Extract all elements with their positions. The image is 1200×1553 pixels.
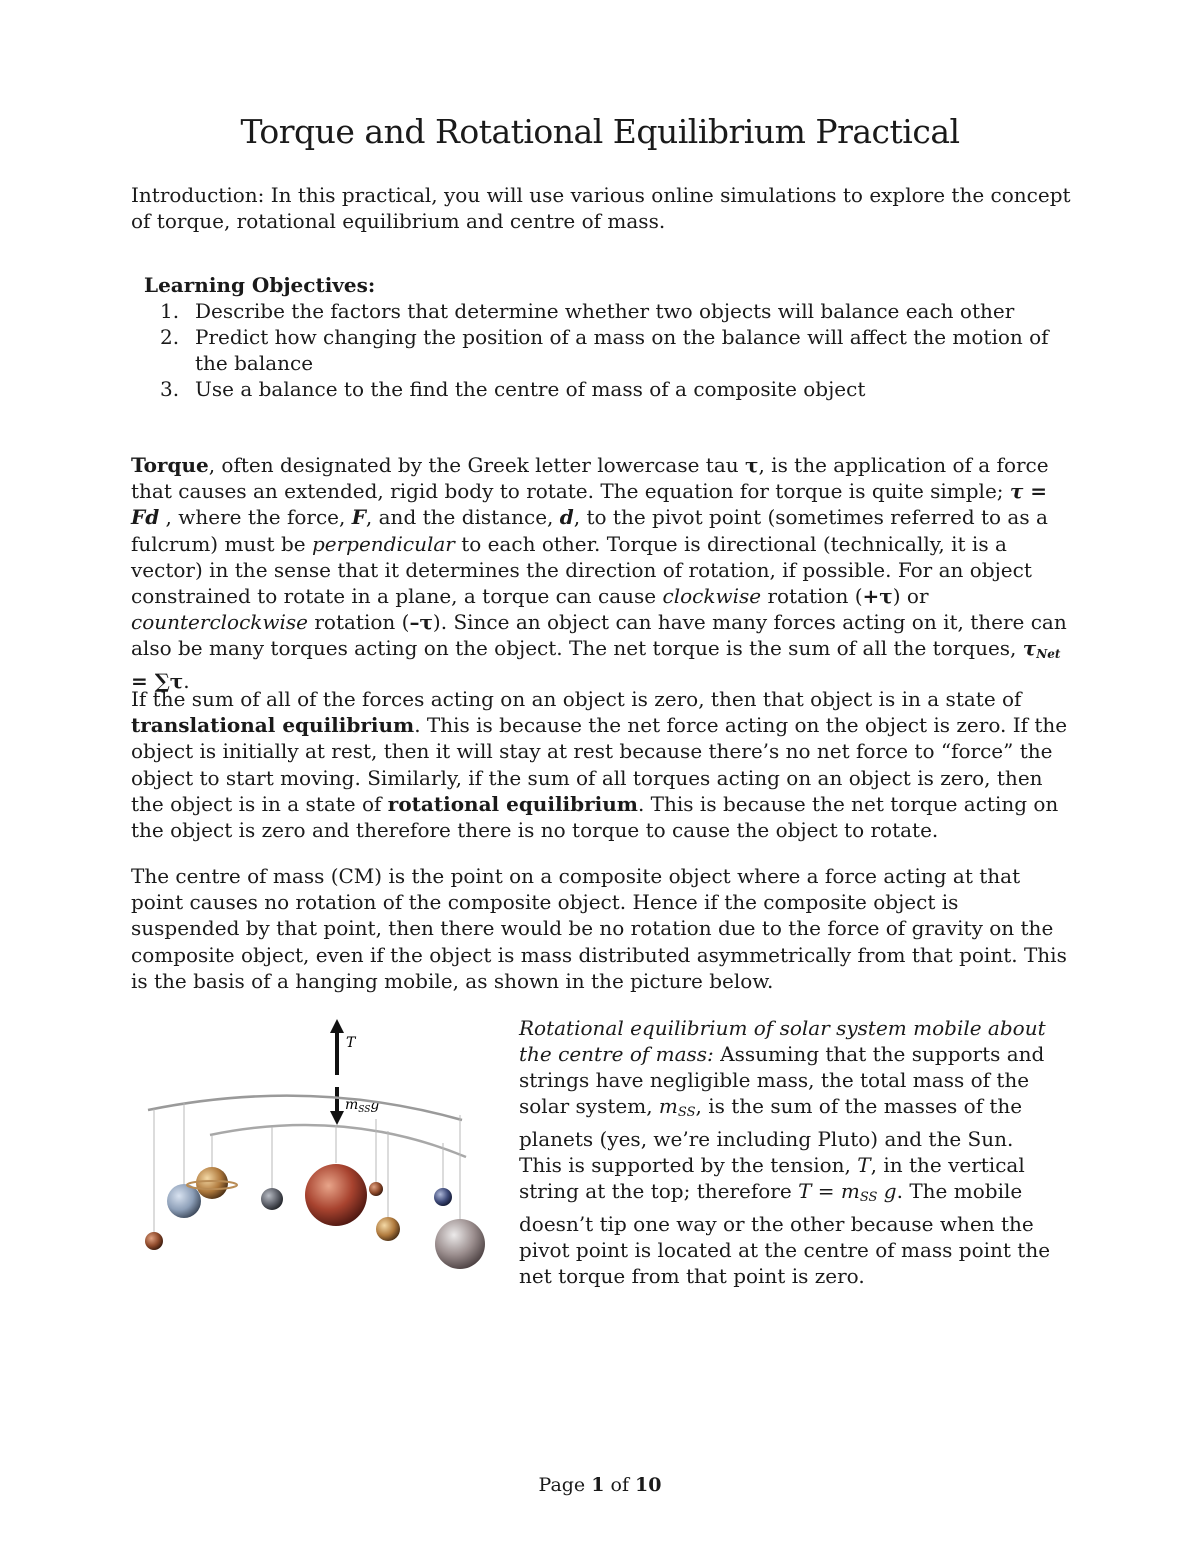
weight-label-g: g	[370, 1097, 380, 1113]
net-subscript: Net	[1036, 647, 1061, 662]
introduction-paragraph: Introduction: In this practical, you will use various online simulations to explore the concept of torque, rotational equilibrium and centre of mass.	[131, 183, 1071, 233]
caption-title: Rotational equilibrium of solar system mobile about the centre of mass:	[519, 1016, 1046, 1066]
mass-subscript-2: SS	[859, 1190, 878, 1205]
counterclockwise-term: counterclockwise	[131, 610, 309, 635]
list-number: 2.	[160, 325, 180, 349]
positive-tau: +τ	[862, 584, 893, 609]
list-number: 3.	[160, 377, 180, 401]
mass-symbol-2: m	[840, 1179, 860, 1203]
mercury-planet	[145, 1232, 163, 1250]
text-run: If the sum of all of the forces acting on an object is zero, then that object is in a state of	[131, 687, 1022, 711]
objectives-heading: Learning Objectives:	[144, 273, 376, 297]
solar-system-mobile-figure	[140, 1015, 500, 1280]
list-item	[144, 324, 1064, 376]
jupiter-planet	[435, 1219, 485, 1269]
text-run: =	[811, 1179, 841, 1203]
torque-paragraph	[131, 452, 1071, 694]
text-run: , to the pivot point (sometimes referred to as a fulcrum) must be	[131, 505, 1048, 556]
clockwise-term: clockwise	[662, 584, 762, 609]
mass-subscript: SS	[677, 1105, 696, 1120]
tension-label: T	[346, 1035, 356, 1051]
figure-caption	[519, 1015, 1059, 1289]
learning-objectives	[144, 272, 1064, 402]
list-text: Describe the factors that determine whether two objects will balance each other	[195, 299, 1015, 323]
current-page-number: 1	[591, 1474, 605, 1496]
list-text: Predict how changing the position of a mass on the balance will affect the motion of the balance	[195, 325, 1049, 375]
text-run: rotation (	[308, 610, 410, 635]
text-run: , and the distance,	[365, 505, 560, 530]
lower-support-arc	[210, 1125, 466, 1157]
torque-term: Torque	[131, 453, 209, 477]
net-tau: τ	[1022, 636, 1037, 661]
sun	[305, 1164, 367, 1226]
weight-arrow-icon	[330, 1087, 344, 1125]
text-run: , where the force,	[159, 505, 352, 530]
objectives-list	[144, 298, 1064, 402]
list-text: Use a balance to the find the centre of mass of a composite object	[195, 377, 866, 401]
text-run: to each other. Torque is directional (technically, it is a vector) in the sense that it determines the direction of rotation, if possible. For an object constrained to rotate in a plane, a torque can cause	[131, 531, 1032, 609]
text-run: , in the vertical string at the top; therefore	[519, 1153, 1025, 1203]
text-run: . This is because the net torque acting on the object is zero and therefore there is no torque to cause the object to rotate.	[131, 791, 1059, 843]
tension-symbol-2: T	[798, 1179, 812, 1203]
mass-symbol: m	[658, 1094, 678, 1118]
total-page-count: 10	[635, 1474, 662, 1496]
mobile-illustration	[140, 1015, 500, 1280]
tension-symbol: T	[857, 1153, 871, 1177]
list-number: 1.	[160, 299, 180, 323]
text-run: Assuming that the supports and strings have negligible mass, the total mass of the solar system,	[519, 1042, 1045, 1118]
page-footer	[0, 1474, 1200, 1496]
earth-planet	[376, 1217, 400, 1241]
neptune-planet	[434, 1188, 452, 1206]
centre-of-mass-paragraph: The centre of mass (CM) is the point on a composite object where a force acting at that point causes no rotation of the composite object. Hence if the composite object is suspended by that point, then there would be no rotation due to the force of gravity on the composite object, even if the object is mass distributed asymmetrically from that point. This is the basis of a hanging mobile, as shown in the picture below.	[131, 864, 1067, 993]
force-symbol: F	[351, 505, 366, 530]
text-run: .	[183, 668, 190, 693]
translational-equilibrium-term: translational equilibrium	[131, 713, 415, 738]
footer-prefix: Page	[538, 1474, 592, 1496]
tension-arrow-icon	[330, 1019, 344, 1075]
equilibrium-paragraph	[131, 686, 1071, 843]
text-run: , is the sum of the masses of the planets (yes, we’re including Pluto) and the Sun. This is supported by the tension,	[519, 1094, 1023, 1177]
page-title: Torque and Rotational Equilibrium Practical	[240, 112, 960, 151]
upper-support-arc	[148, 1096, 462, 1120]
list-item	[144, 298, 1064, 324]
hanging-strings	[154, 1103, 460, 1237]
gravity-symbol: g	[877, 1179, 897, 1203]
text-run: . The mobile doesn’t tip one way or the other because when the pivot point is located at the centre of mass point the net torque from that point is zero.	[519, 1179, 1051, 1288]
torque-equation: τ = Fd	[131, 479, 1048, 530]
mars-planet	[261, 1188, 283, 1210]
weight-label-m: m	[345, 1097, 359, 1113]
text-run: , often designated by the Greek letter lowercase tau	[208, 453, 745, 477]
perpendicular-term: perpendicular	[311, 531, 455, 556]
text-run: ). Since an object can have many forces acting on it, there can also be many torques acting on the object. The net torque is the sum of all the torques,	[131, 610, 1067, 661]
distance-symbol: d	[559, 505, 574, 530]
weight-label-sub: SS	[358, 1105, 371, 1115]
pluto-planet	[369, 1182, 383, 1196]
list-item	[144, 376, 1064, 402]
footer-mid: of	[604, 1474, 636, 1496]
text-run: rotation (	[761, 584, 863, 609]
negative-tau: –τ	[409, 610, 433, 635]
text-run: . This is because the net force acting on the object is zero. If the object is initially at rest, then it will stay at rest because there’s no net force to “force” the object to start moving. Similarly, if the sum of all torques acting on an object is zero, then the object is in a state of	[131, 713, 1068, 816]
rotational-equilibrium-term: rotational equilibrium	[387, 791, 638, 816]
tau-symbol: τ	[744, 453, 759, 477]
net-equation: = ∑τ	[131, 668, 184, 693]
text-run: , is the application of a force that causes an extended, rigid body to rotate. The equation for torque is quite simple;	[131, 453, 1049, 504]
text-run: ) or	[892, 584, 929, 609]
